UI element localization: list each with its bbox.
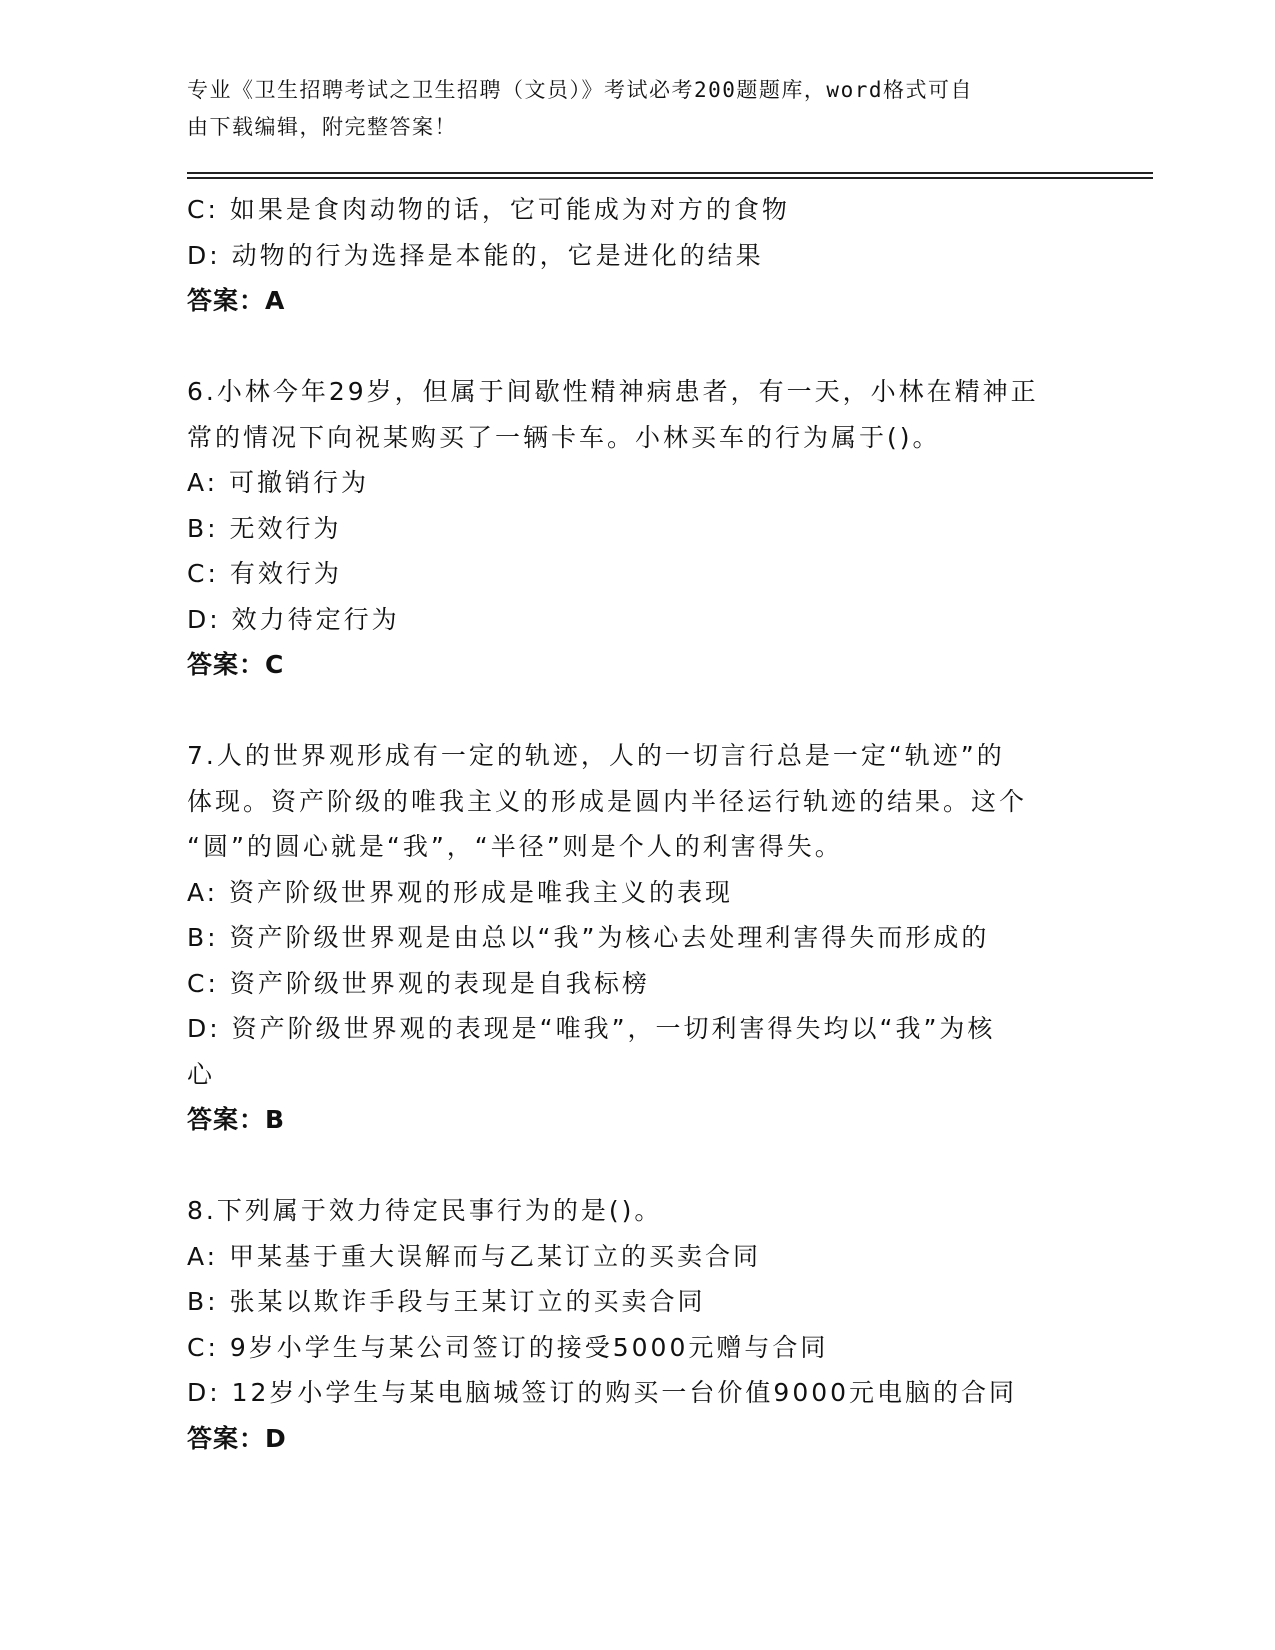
option-a: A: 甲某基于重大误解而与乙某订立的买卖合同 [187, 1241, 762, 1271]
header-line-1: 专业《卫生招聘考试之卫生招聘（文员）》考试必考200题题库，word格式可自 [187, 78, 973, 102]
header-rule-bottom [187, 177, 1153, 179]
question-stem: 体现。资产阶级的唯我主义的形成是圆内半径运行轨迹的结果。这个 [187, 786, 1028, 816]
question-6 [187, 369, 1087, 688]
answer: 答案：A [187, 286, 286, 315]
header-rule-top [187, 172, 1153, 174]
previous-question-tail [187, 187, 1087, 324]
option-d: D: 效力待定行为 [187, 604, 400, 634]
option-a: A: 可撤销行为 [187, 468, 370, 497]
option-d: D: 动物的行为选择是本能的，它是进化的结果 [187, 240, 764, 270]
question-stem: 7.人的世界观形成有一定的轨迹，人的一切言行总是一定“轨迹”的 [187, 741, 1005, 770]
spacer [187, 1143, 1087, 1189]
option-c: C: 如果是食肉动物的话，它可能成为对方的食物 [187, 195, 790, 224]
answer: 答案：B [187, 1105, 286, 1134]
question-7 [187, 733, 1087, 1143]
answer: 答案：C [187, 650, 285, 679]
answer: 答案：D [187, 1423, 287, 1453]
option-d: D: 12岁小学生与某电脑城签订的购买一台价值9000元电脑的合同 [187, 1378, 1018, 1407]
option-c: C: 有效行为 [187, 559, 342, 588]
question-stem: 常的情况下向祝某购买了一辆卡车。小林买车的行为属于()。 [187, 422, 941, 452]
option-b: B: 张某以欺诈手段与王某订立的买卖合同 [187, 1287, 706, 1316]
option-d-continued: 心 [187, 1059, 216, 1089]
option-a: A: 资产阶级世界观的形成是唯我主义的表现 [187, 877, 734, 907]
header-line-2: 由下载编辑，附完整答案！ [187, 115, 457, 139]
option-d: D: 资产阶级世界观的表现是“唯我”，一切利害得失均以“我”为核 [187, 1014, 996, 1043]
question-stem: 6.小林今年29岁，但属于间歇性精神病患者，有一天，小林在精神正 [187, 377, 1039, 406]
option-c: C: 资产阶级世界观的表现是自我标榜 [187, 968, 650, 998]
spacer [187, 688, 1087, 734]
question-8 [187, 1188, 1087, 1461]
option-c: C: 9岁小学生与某公司签订的接受5000元赠与合同 [187, 1332, 829, 1362]
spacer [187, 324, 1087, 370]
option-b: B: 资产阶级世界观是由总以“我”为核心去处理利害得失而形成的 [187, 923, 990, 952]
option-b: B: 无效行为 [187, 513, 342, 543]
question-stem: “圆”的圆心就是“我”，“半径”则是个人的利害得失。 [187, 832, 843, 861]
question-list [187, 187, 1087, 1461]
question-stem: 8.下列属于效力待定民事行为的是()。 [187, 1196, 663, 1225]
document-header [187, 72, 1067, 146]
